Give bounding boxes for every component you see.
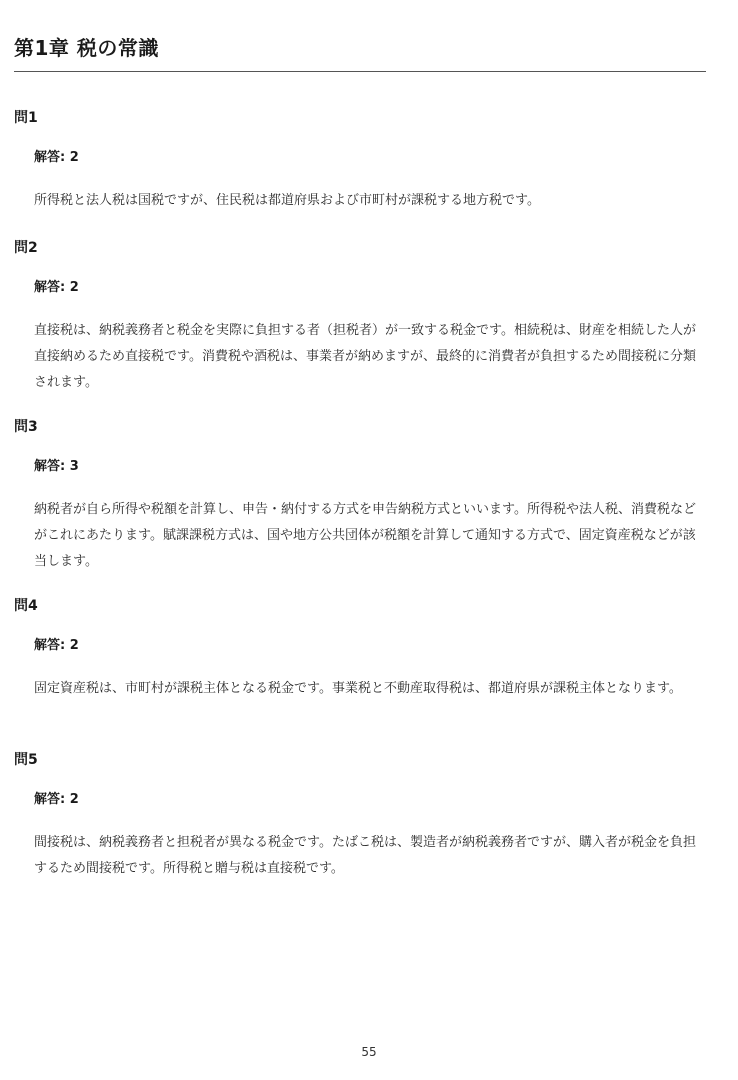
question-label: 問2 xyxy=(14,240,38,256)
answer-label: 解答: 3 xyxy=(34,459,79,474)
question-label: 問1 xyxy=(14,110,38,126)
answer-label: 解答: 2 xyxy=(34,638,79,653)
answer-explanation: 固定資産税は、市町村が課税主体となる税金です。事業税と不動産取得税は、都道府県が課税主体となります。 xyxy=(34,681,682,696)
answer-label: 解答: 2 xyxy=(34,150,79,165)
answer-explanation: 納税者が自ら所得や税額を計算し、申告・納付する方式を申告納税方式といいます。所得税や法人税、消費税などがこれにあたります。賦課課税方式は、国や地方公共団体が税額を計算して通知する方式で、固定資産税などが該当します。 xyxy=(34,502,696,569)
answer-explanation: 間接税は、納税義務者と担税者が異なる税金です。たばこ税は、製造者が納税義務者ですが、購入者が税金を負担するため間接税です。所得税と贈与税は直接税です。 xyxy=(34,835,696,876)
question-label: 問3 xyxy=(14,419,38,435)
question-label: 問4 xyxy=(14,598,38,614)
answer-label: 解答: 2 xyxy=(34,792,79,807)
page-number: 55 xyxy=(361,1045,377,1059)
question-label: 問5 xyxy=(14,752,38,768)
answer-explanation: 直接税は、納税義務者と税金を実際に負担する者（担税者）が一致する税金です。相続税は、財産を相続した人が直接納めるため直接税です。消費税や酒税は、事業者が納めますが、最終的に消費者が負担するため間接税に分類されます。 xyxy=(34,323,696,390)
title-divider xyxy=(14,71,706,72)
chapter-title: 第1章 税の常識 xyxy=(14,36,159,60)
answer-explanation: 所得税と法人税は国税ですが、住民税は都道府県および市町村が課税する地方税です。 xyxy=(34,193,540,208)
answer-label: 解答: 2 xyxy=(34,280,79,295)
